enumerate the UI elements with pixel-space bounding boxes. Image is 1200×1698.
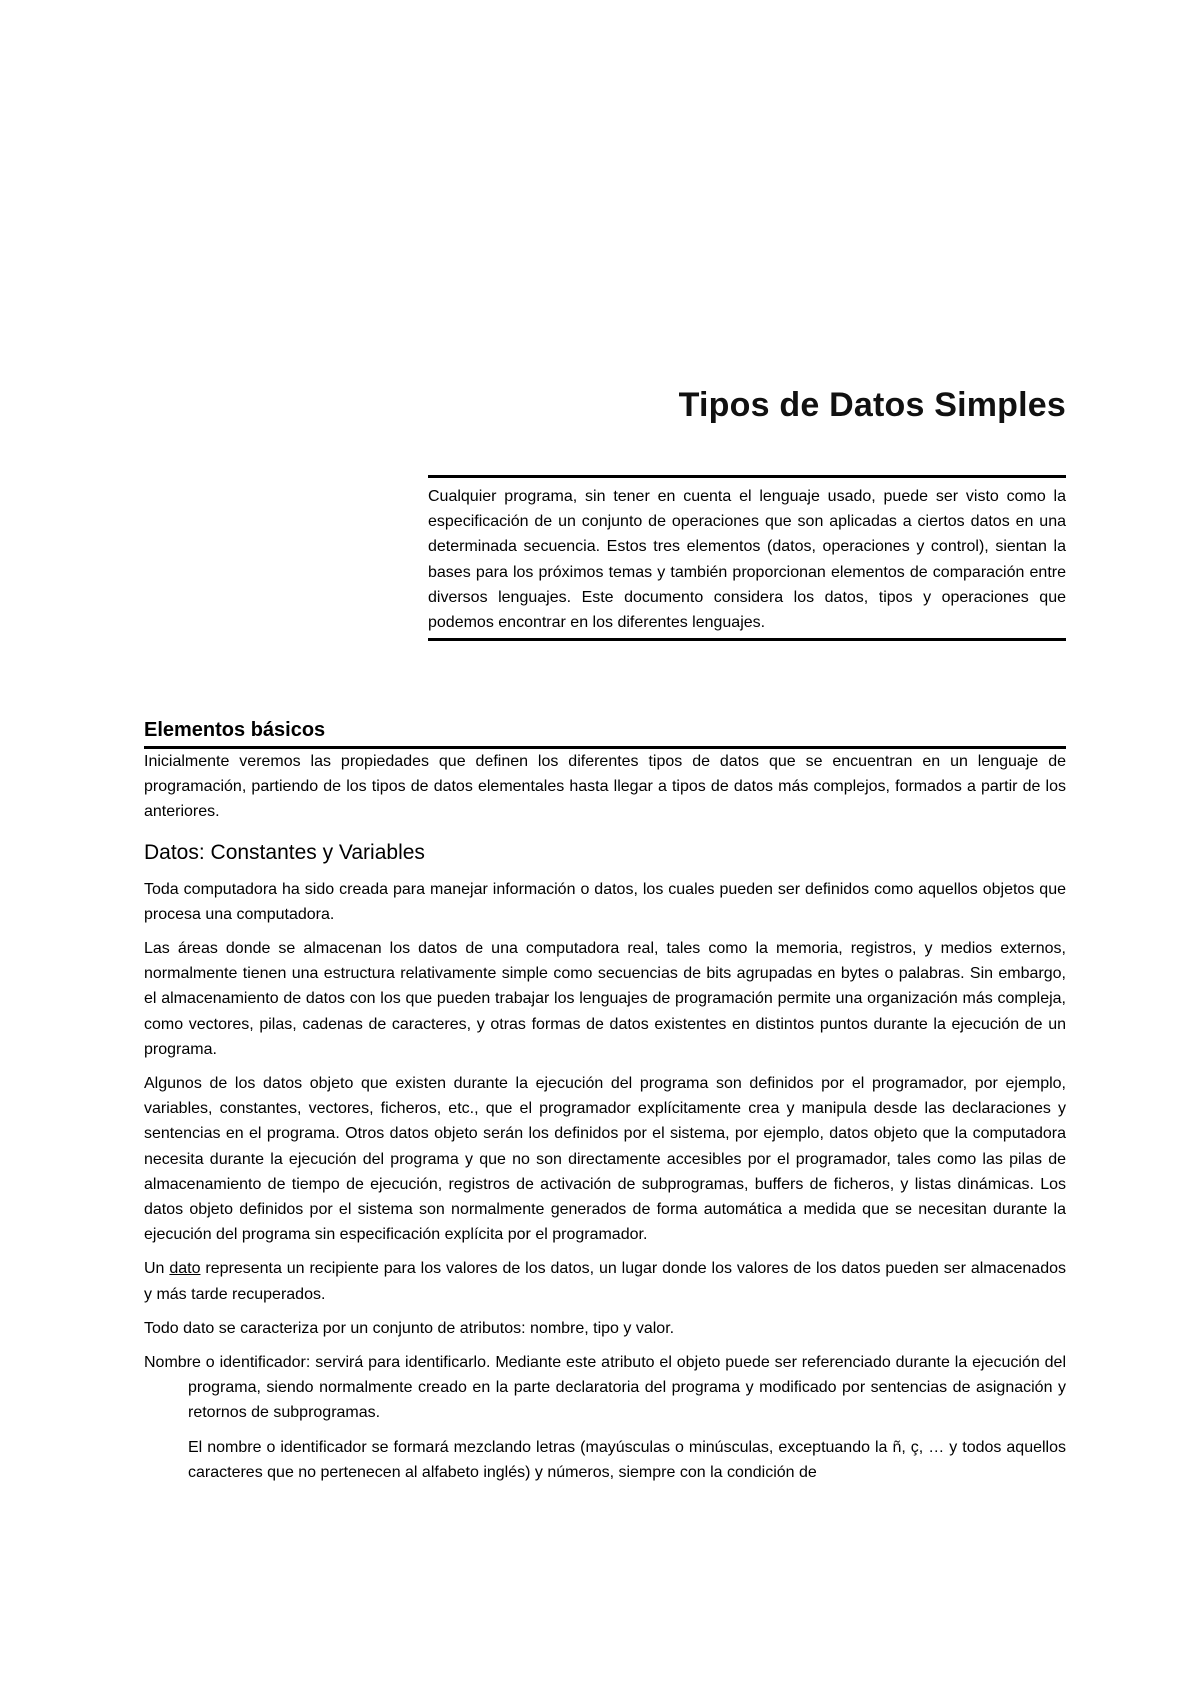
section-heading: Elementos básicos xyxy=(144,716,1066,749)
paragraph-5: Todo dato se caracteriza por un conjunto de atributos: nombre, tipo y valor. xyxy=(144,1319,675,1337)
paragraph-2: Las áreas donde se almacenan los datos de una computadora real, tales como la memoria, registros, y medios externos, normalmente tienen una estructura relativamente simple como secuencias de bits agrupadas en bytes o palabras. Sin embargo, el almacenamiento de datos con los que pueden trabajar los lenguajes de programación permite una organización más compleja, como vectores, pilas, cadenas de caracteres, y otras formas de datos existentes en distintos puntos durante la ejecución de un programa. xyxy=(144,940,1066,1058)
paragraph-1: Toda computadora ha sido creada para manejar información o datos, los cuales pueden ser definidos como aquellos objetos que procesa una computadora. xyxy=(144,880,1066,923)
section-intro: Inicialmente veremos las propiedades que definen los diferentes tipos de datos que se encuentran en un lenguaje de programación, partiendo de los tipos de datos elementales hasta llegar a tipos de datos más complejos, formados a partir de los anteriores. xyxy=(144,753,1066,821)
main-content xyxy=(144,716,1066,1494)
term-dato: dato xyxy=(169,1260,201,1278)
abstract-text: Cualquier programa, sin tener en cuenta el lenguaje usado, puede ser visto como la especificación de un conjunto de operaciones que son aplicadas a ciertos datos en una determinada secuencia. Estos tres elementos (datos, operaciones y control), sientan la bases para los próximos temas y también proporcionan elementos de comparación entre diversos lenguajes. Este documento considera los datos, tipos y operaciones que podemos encontrar en los diferentes lenguajes. xyxy=(428,488,1066,632)
abstract-box xyxy=(428,475,1066,641)
page-title: Tipos de Datos Simples xyxy=(678,386,1066,424)
paragraph-identificador: El nombre o identificador se formará mezclando letras (mayúsculas o minúsculas, exceptuando la ñ, ç, … y todos aquellos caracteres que no pertenecen al alfabeto inglés) y números, siempre con la condición de xyxy=(188,1438,1066,1481)
definition-nombre: Nombre o identificador: servirá para identificarlo. Mediante este atributo el objeto puede ser referenciado durante la ejecución del programa, siendo normalmente creado en la parte declaratoria del programa y modificado por sentencias de asignación y retornos de subprogramas. xyxy=(144,1354,1066,1422)
paragraph-4 xyxy=(144,1256,1066,1306)
subsection-heading: Datos: Constantes y Variables xyxy=(144,840,425,864)
paragraph-4-lead: Un xyxy=(144,1260,170,1278)
paragraph-3: Algunos de los datos objeto que existen durante la ejecución del programa son definidos por el programador, por ejemplo, variables, constantes, vectores, ficheros, etc., que el programador explícitamente crea y manipula desde las declaraciones y sentencias en el programa. Otros datos objeto serán los definidos por el sistema, por ejemplo, datos objeto que la computadora necesita durante la ejecución del programa y que no son directamente accesibles por el programador, tales como las pilas de almacenamiento de tiempo de ejecución, registros de activación de subprogramas, buffers de ficheros, y listas dinámicas. Los datos objeto definidos por el sistema son normalmente generados de forma automática a medida que se necesitan durante la ejecución del programa sin especificación explícita por el programador. xyxy=(144,1075,1066,1244)
paragraph-4-rest: representa un recipiente para los valores de los datos, un lugar donde los valores de los datos pueden ser almacenados y más tarde recuperados. xyxy=(144,1260,1066,1303)
